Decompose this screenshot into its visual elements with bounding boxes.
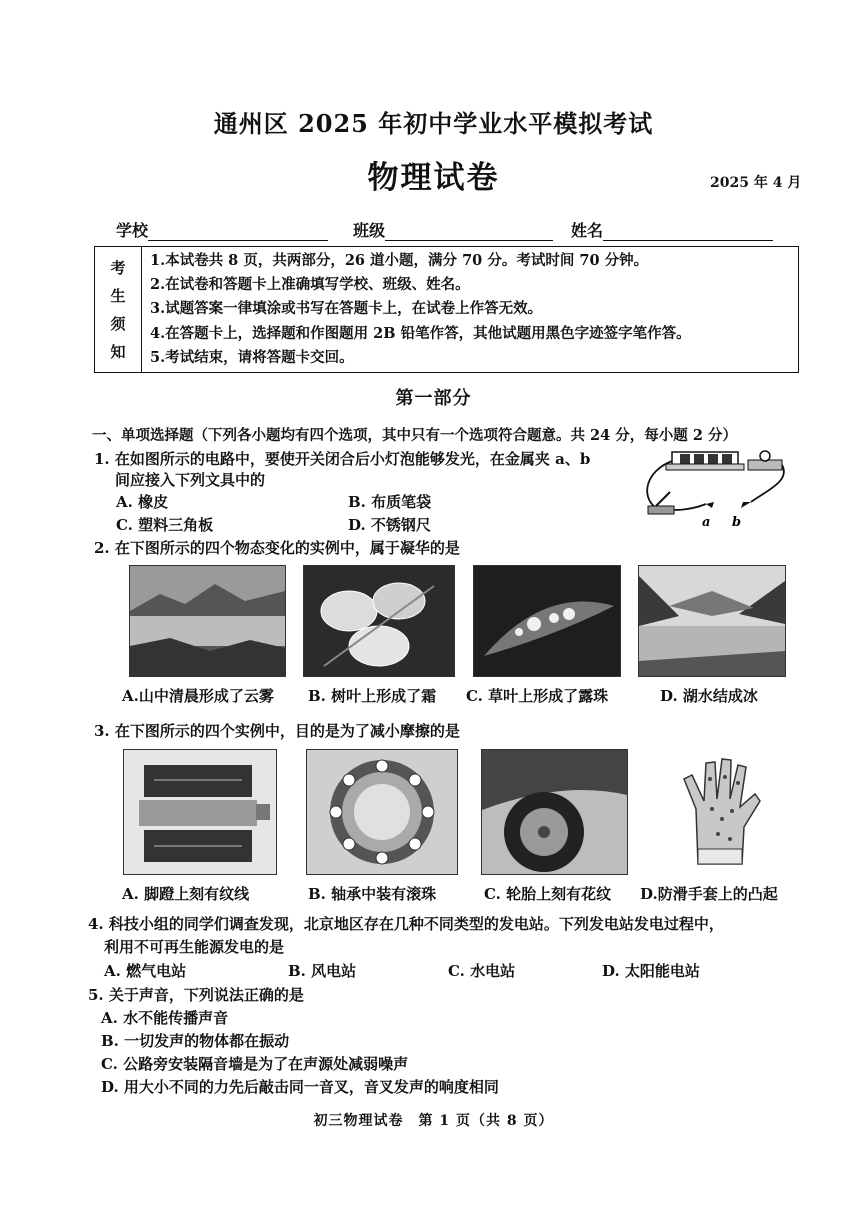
q4-stem-line1: 4. 科技小组的同学们调查发现，北京地区存在几种不同类型的发电站。下列发电站发电过程中， xyxy=(88,915,724,933)
q1-option-b[interactable]: B. 布质笔袋 xyxy=(348,493,432,511)
q5-option-c[interactable]: C. 公路旁安装隔音墙是为了在声源处减弱噪声 xyxy=(101,1055,409,1073)
notice-item: 4.在答题卡上，选择题和作图题用 2B 铅笔作答，其他试题用黑色字迹签字笔作答。 xyxy=(150,324,691,342)
section-heading: 一、单项选择题（下列各小题均有四个选项，其中只有一个选项符合题意。共 24 分，每小题 2 分） xyxy=(92,427,737,444)
q4-option-a[interactable]: A. 燃气电站 xyxy=(104,962,187,980)
q5-option-a[interactable]: A. 水不能传播声音 xyxy=(101,1009,229,1027)
q4-option-c[interactable]: C. 水电站 xyxy=(448,962,516,980)
q3-photo-bearing-image xyxy=(306,749,458,875)
q5-option-b[interactable]: B. 一切发声的物体都在振动 xyxy=(101,1032,290,1050)
q2-photo-fog-image xyxy=(129,565,286,677)
class-blank[interactable] xyxy=(385,222,553,241)
notice-item: 2.在试卷和答题卡上准确填写学校、班级、姓名。 xyxy=(150,276,470,294)
q2-caption-b[interactable]: B. 树叶上形成了霜 xyxy=(308,687,437,705)
q3-caption-d[interactable]: D.防滑手套上的凸起 xyxy=(640,885,778,903)
q2-caption-d[interactable]: D. 湖水结成冰 xyxy=(660,687,758,705)
exam-title: 通州区 2025 年初中学业水平模拟考试 xyxy=(213,109,654,138)
q1-stem-line1: 1. 在如图所示的电路中，要使开关闭合后小灯泡能够发光，在金属夹 a、b xyxy=(94,450,591,468)
school-field[interactable] xyxy=(116,218,328,241)
q5-stem: 5. 关于声音，下列说法正确的是 xyxy=(88,986,304,1004)
q4-stem-line2: 利用不可再生能源发电的是 xyxy=(104,938,285,956)
q1-option-d[interactable]: D. 不锈钢尺 xyxy=(348,516,431,534)
class-label: 班级 xyxy=(353,221,386,240)
notice-label: 考 生 须 知 xyxy=(95,247,142,373)
q3-caption-b[interactable]: B. 轴承中装有滚珠 xyxy=(308,885,437,903)
notice-item: 5.考试结束，请将答题卡交回。 xyxy=(150,348,354,366)
school-blank[interactable] xyxy=(148,222,328,241)
name-field[interactable] xyxy=(571,218,773,241)
part-one-title: 第一部分 xyxy=(395,388,472,409)
q3-caption-c[interactable]: C. 轮胎上刻有花纹 xyxy=(484,885,612,903)
name-blank[interactable] xyxy=(603,222,773,241)
q2-stem: 2. 在下图所示的四个物态变化的实例中，属于凝华的是 xyxy=(94,539,460,557)
q5-option-d[interactable]: D. 用大小不同的力先后敲击同一音叉，音叉发声的响度相同 xyxy=(101,1078,499,1096)
q4-option-d[interactable]: D. 太阳能电站 xyxy=(602,962,700,980)
page-footer: 初三物理试卷 第 1 页（共 8 页） xyxy=(313,1113,554,1129)
q1-option-a[interactable]: A. 橡皮 xyxy=(116,493,169,511)
q2-caption-c[interactable]: C. 草叶上形成了露珠 xyxy=(466,687,609,705)
notice-items xyxy=(142,247,799,373)
q3-photo-pedal-image xyxy=(123,749,277,875)
q2-photo-frost-image xyxy=(303,565,455,677)
notice-item: 3.试题答案一律填涂或书写在答题卡上，在试卷上作答无效。 xyxy=(150,300,543,318)
terminal-b-label: b xyxy=(732,515,742,530)
exam-date: 2025 年 4 月 xyxy=(710,175,802,191)
notice-item: 1.本试卷共 8 页，共两部分，26 道小题，满分 70 分。考试时间 70 分钟。 xyxy=(150,252,649,269)
q2-photo-dew-image xyxy=(473,565,621,677)
q1-option-c[interactable]: C. 塑料三角板 xyxy=(116,516,214,534)
q2-photo-ice-image xyxy=(638,565,786,677)
q2-caption-a[interactable]: A.山中清晨形成了云雾 xyxy=(122,687,274,705)
q3-photo-tire-image xyxy=(481,749,628,875)
exam-notice-table xyxy=(94,246,799,373)
exam-subtitle: 物理试卷 xyxy=(367,160,500,196)
q1-stem-line2: 间应接入下列文具中的 xyxy=(115,471,266,489)
q1-circuit-figure xyxy=(636,446,796,532)
class-field[interactable] xyxy=(353,218,553,241)
q3-photo-glove-image xyxy=(660,749,780,873)
terminal-a-label: a xyxy=(702,515,711,530)
school-label: 学校 xyxy=(116,221,149,240)
q3-stem: 3. 在下图所示的四个实例中，目的是为了减小摩擦的是 xyxy=(94,722,460,740)
circuit-diagram xyxy=(636,446,796,532)
q4-option-b[interactable]: B. 风电站 xyxy=(288,962,357,980)
name-label: 姓名 xyxy=(571,221,604,240)
q3-caption-a[interactable]: A. 脚蹬上刻有纹线 xyxy=(122,885,250,903)
